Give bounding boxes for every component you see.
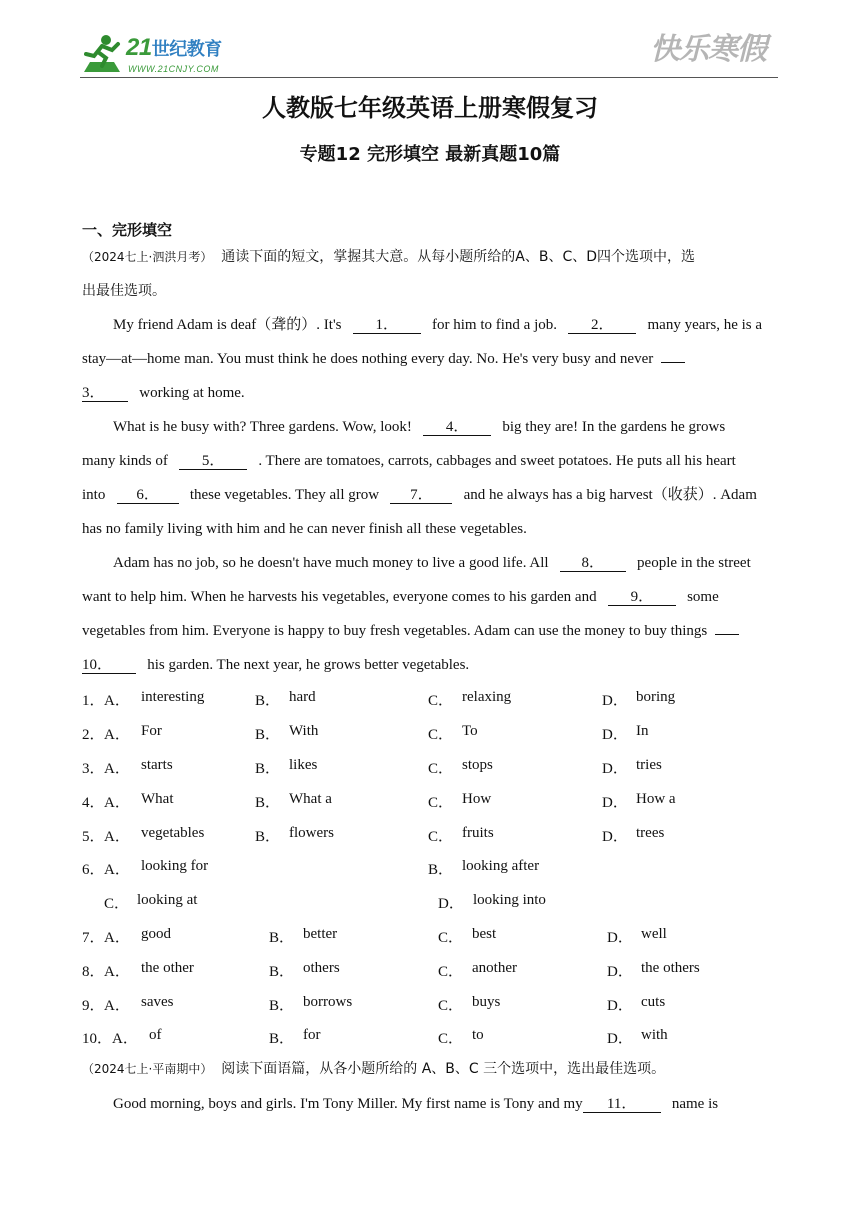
- option-c[interactable]: another: [472, 960, 517, 976]
- logo-text: 21世纪教育: [126, 34, 222, 61]
- option-b[interactable]: for: [303, 1027, 321, 1043]
- option-a[interactable]: the other: [141, 960, 194, 976]
- option-a[interactable]: What: [141, 791, 174, 807]
- blank-3[interactable]: 3．: [82, 385, 128, 402]
- option-a[interactable]: vegetables: [141, 825, 205, 841]
- option-b[interactable]: borrows: [303, 994, 353, 1010]
- blank-8[interactable]: 8．: [560, 555, 626, 572]
- option-d[interactable]: How a: [636, 791, 676, 807]
- passage1-line: Adam has no job, so he doesn't have much money to live a good life. All 8． people in the street: [113, 555, 751, 571]
- option-d[interactable]: trees: [636, 825, 665, 841]
- option-d[interactable]: boring: [636, 689, 676, 705]
- option-c[interactable]: fruits: [462, 825, 494, 841]
- passage1-line: into 6． these vegetables. They all grow 7． and he always has a big harvest（收获）. Adam: [82, 487, 757, 503]
- blank-5[interactable]: 5．: [179, 453, 247, 470]
- passage1-line: 3． working at home.: [82, 385, 245, 401]
- option-c[interactable]: relaxing: [462, 689, 512, 705]
- blank-1[interactable]: 1．: [353, 317, 421, 334]
- option-c[interactable]: looking at: [137, 892, 198, 908]
- option-c[interactable]: best: [472, 926, 497, 942]
- blank-2[interactable]: 2．: [568, 317, 636, 334]
- page-subtitle: 专题12 完形填空 最新真题10篇: [299, 144, 561, 165]
- option-b[interactable]: better: [303, 926, 338, 942]
- passage1-line: stay—at—home man. You must think he does nothing every day. No. He's very busy and never: [82, 350, 685, 368]
- option-d[interactable]: with: [641, 1027, 668, 1043]
- option-d[interactable]: tries: [636, 757, 662, 773]
- option-d[interactable]: In: [636, 723, 649, 739]
- option-b[interactable]: looking after: [462, 858, 540, 874]
- blank-9[interactable]: 9．: [608, 589, 676, 606]
- option-c[interactable]: How: [462, 791, 492, 807]
- passage1-instruction: （2024七上·泗洪月考） 通读下面的短文，掌握其大意。从每小题所给的A、B、C、D四个选项中，选: [82, 249, 696, 265]
- option-a[interactable]: saves: [141, 994, 174, 1010]
- option-b[interactable]: flowers: [289, 825, 334, 841]
- passage1-line: What is he busy with? Three gardens. Wow, look! 4． big they are! In the gardens he grows: [113, 419, 726, 435]
- option-a[interactable]: of: [149, 1027, 162, 1043]
- option-a[interactable]: interesting: [141, 689, 205, 705]
- passage2-instruction: （2024七上·平南期中） 阅读下面语篇，从各小题所给的 A、B、C 三个选项中，选出最佳选项。: [82, 1061, 666, 1077]
- brand-wordmark: 快乐寒假: [650, 32, 766, 67]
- blank-4[interactable]: 4．: [423, 419, 491, 436]
- option-b[interactable]: With: [289, 723, 319, 739]
- blank-7[interactable]: 7．: [390, 487, 452, 504]
- passage1-line: My friend Adam is deaf（聋的）. It's 1． for him to find a job. 2． many years, he is a: [113, 317, 763, 333]
- option-a[interactable]: looking for: [141, 858, 209, 874]
- option-b[interactable]: likes: [289, 757, 318, 773]
- page-title: 人教版七年级英语上册寒假复习: [262, 94, 598, 122]
- passage1-line: many kinds of 5． . There are tomatoes, carrots, cabbages and sweet potatoes. He puts all his heart: [82, 453, 736, 469]
- option-d[interactable]: cuts: [641, 994, 666, 1010]
- logo-subtext: WWW.21CNJY.COM: [128, 64, 219, 74]
- option-c[interactable]: to: [472, 1027, 484, 1043]
- option-d[interactable]: looking into: [473, 892, 546, 908]
- blank-6[interactable]: 6．: [117, 487, 179, 504]
- blank-11[interactable]: 11．: [583, 1096, 661, 1113]
- option-d[interactable]: the others: [641, 960, 700, 976]
- section-heading: 一、完形填空: [82, 221, 173, 239]
- option-a[interactable]: starts: [141, 757, 173, 773]
- passage1-line: has no family living with him and he can never finish all these vegetables.: [82, 521, 527, 537]
- option-c[interactable]: buys: [472, 994, 501, 1010]
- option-b[interactable]: What a: [289, 791, 332, 807]
- option-c[interactable]: stops: [462, 757, 493, 773]
- blank-10[interactable]: 10．: [82, 657, 136, 674]
- passage2-line: Good morning, boys and girls. I'm Tony Miller. My first name is Tony and my 11． name is: [113, 1096, 719, 1112]
- option-c[interactable]: To: [462, 723, 478, 739]
- option-a[interactable]: good: [141, 926, 171, 942]
- option-b[interactable]: others: [303, 960, 340, 976]
- header-divider: [80, 77, 778, 78]
- passage1-line: 10． his garden. The next year, he grows better vegetables.: [82, 657, 470, 673]
- option-a[interactable]: For: [141, 723, 162, 739]
- passage1-line: vegetables from him. Everyone is happy to buy fresh vegetables. Adam can use the money to buy things: [82, 622, 739, 640]
- passage1-instruction-cont: 出最佳选项。: [82, 283, 166, 299]
- site-logo: [80, 30, 240, 80]
- runner-icon: [80, 32, 124, 76]
- passage1-line: want to help him. When he harvests his vegetables, everyone comes to his garden and 9． some: [82, 589, 719, 605]
- option-d[interactable]: well: [641, 926, 667, 942]
- option-b[interactable]: hard: [289, 689, 316, 705]
